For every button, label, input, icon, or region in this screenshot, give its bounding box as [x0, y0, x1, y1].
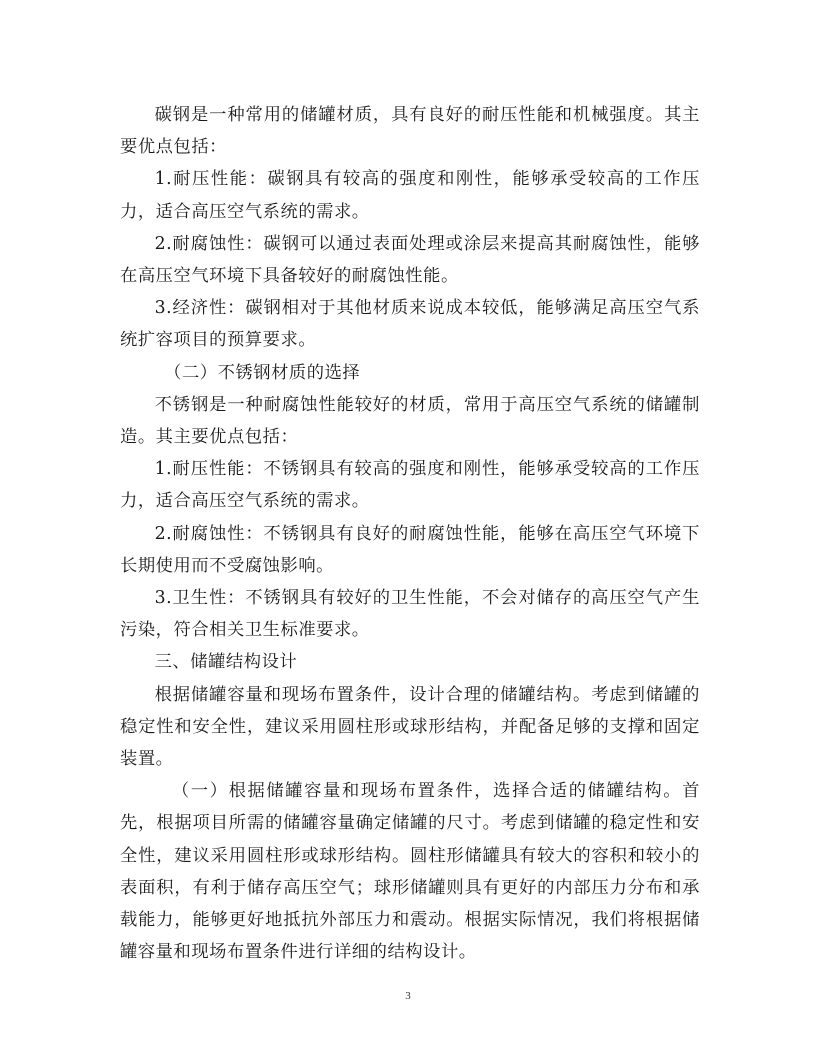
paragraph-stainless-intro: 不锈钢是一种耐腐蚀性能较好的材质，常用于高压空气系统的储罐制造。其主要优点包括： — [120, 394, 700, 448]
section-heading-stainless-steel: （二）不锈钢材质的选择 — [164, 362, 361, 383]
paragraph-stainless-pressure: 1.耐压性能：不锈钢具有较高的强度和刚性，能够承受较高的工作压力，适合高压空气系统的需求。 — [120, 459, 700, 512]
paragraph-carbon-steel-corrosion: 2.耐腐蚀性：碳钢可以通过表面处理或涂层来提高其耐腐蚀性，能够在高压空气环境下具备较好的耐腐蚀性能。 — [120, 233, 700, 287]
paragraph-carbon-steel-economy: 3.经济性：碳钢相对于其他材质来说成本较低，能够满足高压空气系统扩容项目的预算要求。 — [120, 298, 700, 351]
paragraph-carbon-steel-pressure: 1.耐压性能：碳钢具有较高的强度和刚性，能够承受较高的工作压力，适合高压空气系统的需求。 — [120, 169, 700, 222]
page-number: 3 — [405, 990, 411, 1002]
section-heading-tank-structure: 三、储罐结构设计 — [154, 652, 298, 673]
paragraph-stainless-hygiene: 3.卫生性：不锈钢具有较好的卫生性能，不会对储存的高压空气产生污染，符合相关卫生标准要求。 — [120, 588, 700, 641]
paragraph-carbon-steel-intro: 碳钢是一种常用的储罐材质，具有良好的耐压性能和机械强度。其主要优点包括： — [120, 105, 700, 158]
paragraph-structure-overview: 根据储罐容量和现场布置条件，设计合理的储罐结构。考虑到储罐的稳定性和安全性，建议采用圆柱形或球形结构，并配备足够的支撑和固定装置。 — [120, 684, 700, 770]
paragraph-stainless-corrosion: 2.耐腐蚀性：不锈钢具有良好的耐腐蚀性能，能够在高压空气环境下长期使用而不受腐蚀影响。 — [120, 523, 700, 576]
page-body — [120, 99, 700, 968]
paragraph-structure-selection: （一）根据储罐容量和现场布置条件，选择合适的储罐结构。首先，根据项目所需的储罐容量确定储罐的尺寸。考虑到储罐的稳定性和安全性，建议采用圆柱形或球形结构。圆柱形储罐具有较大的容积和较小的表面积，有利于储存高压空气；球形储罐则具有更好的内部压力分布和承载能力，能够更好地抵抗外部压力和震动。根据实际情况，我们将根据储罐容量和现场布置条件进行详细的结构设计。 — [120, 781, 700, 963]
